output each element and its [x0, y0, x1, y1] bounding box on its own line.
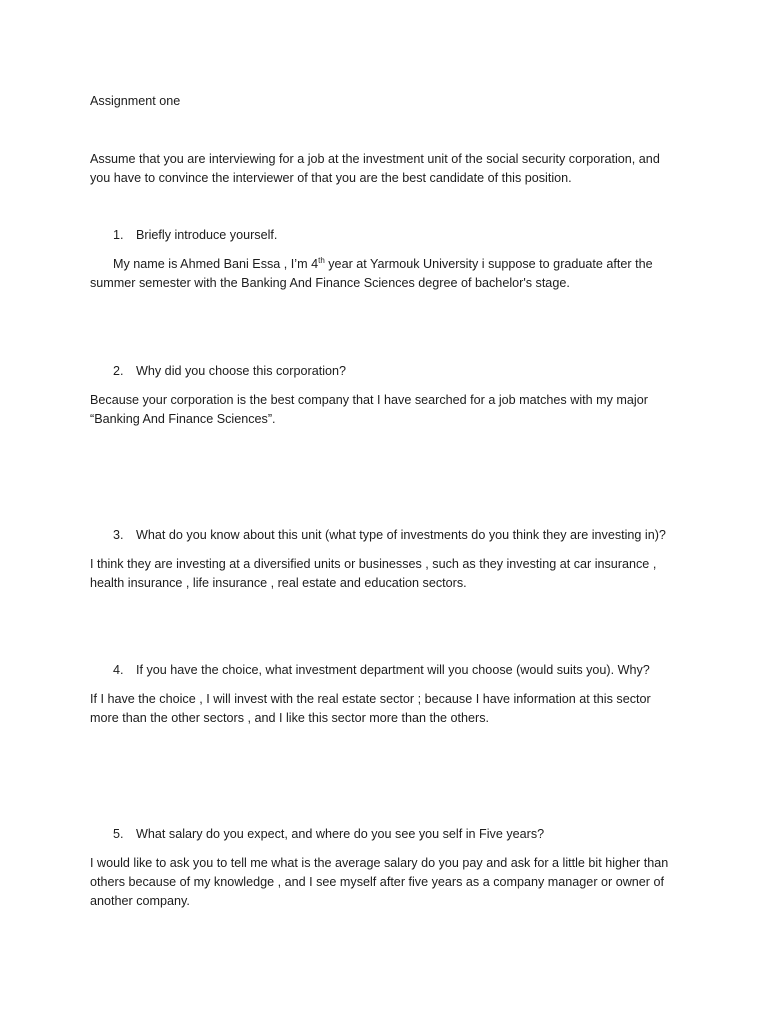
answer-1-line-2: summer semester with the Banking And Finance Sciences degree of bachelor's stage. — [90, 276, 570, 290]
question-text: What do you know about this unit (what type of investments do you think they are investing in)? — [136, 528, 666, 542]
answer-3-line-1: I think they are investing at a diversified units or businesses , such as they investing at car insurance , — [90, 557, 657, 571]
answer-5-line-1: I would like to ask you to tell me what is the average salary do you pay and ask for a little bit higher than — [90, 856, 669, 870]
answer-4-line-1: If I have the choice , I will invest with the real estate sector ; because I have information at this sector — [90, 692, 651, 706]
answer-4-line-2: more than the other sectors , and I like this sector more than the others. — [90, 711, 490, 725]
ordinal-suffix: th — [318, 255, 325, 265]
question-number: 2. — [113, 364, 124, 378]
intro-line-1: Assume that you are interviewing for a job at the investment unit of the social security corporation, and — [90, 152, 660, 166]
question-text: What salary do you expect, and where do you see you self in Five years? — [136, 827, 545, 841]
question-number: 5. — [113, 827, 124, 841]
answer-text: My name is Ahmed Bani Essa , I’m 4 — [113, 257, 319, 271]
question-text: If you have the choice, what investment department will you choose (would suits you). Why? — [136, 663, 650, 677]
question-text: Briefly introduce yourself. — [136, 228, 278, 242]
intro-line-2: you have to convince the interviewer of that you are the best candidate of this position. — [90, 171, 572, 185]
answer-3-line-2: health insurance , life insurance , real estate and education sectors. — [90, 576, 467, 590]
answer-2-line-2: “Banking And Finance Sciences”. — [90, 412, 276, 426]
answer-5-line-2: others because of my knowledge , and I see myself after five years as a company manager or owner of — [90, 875, 665, 889]
question-number: 1. — [113, 228, 124, 242]
question-number: 4. — [113, 663, 124, 677]
answer-5-line-3: another company. — [90, 894, 190, 908]
answer-text: year at Yarmouk University i suppose to graduate after the — [324, 257, 653, 271]
question-number: 3. — [113, 528, 124, 542]
answer-1-line-1 — [113, 255, 653, 275]
document-title: Assignment one — [90, 94, 181, 108]
question-text: Why did you choose this corporation? — [136, 364, 347, 378]
answer-2-line-1: Because your corporation is the best company that I have searched for a job matches with my major — [90, 393, 648, 407]
